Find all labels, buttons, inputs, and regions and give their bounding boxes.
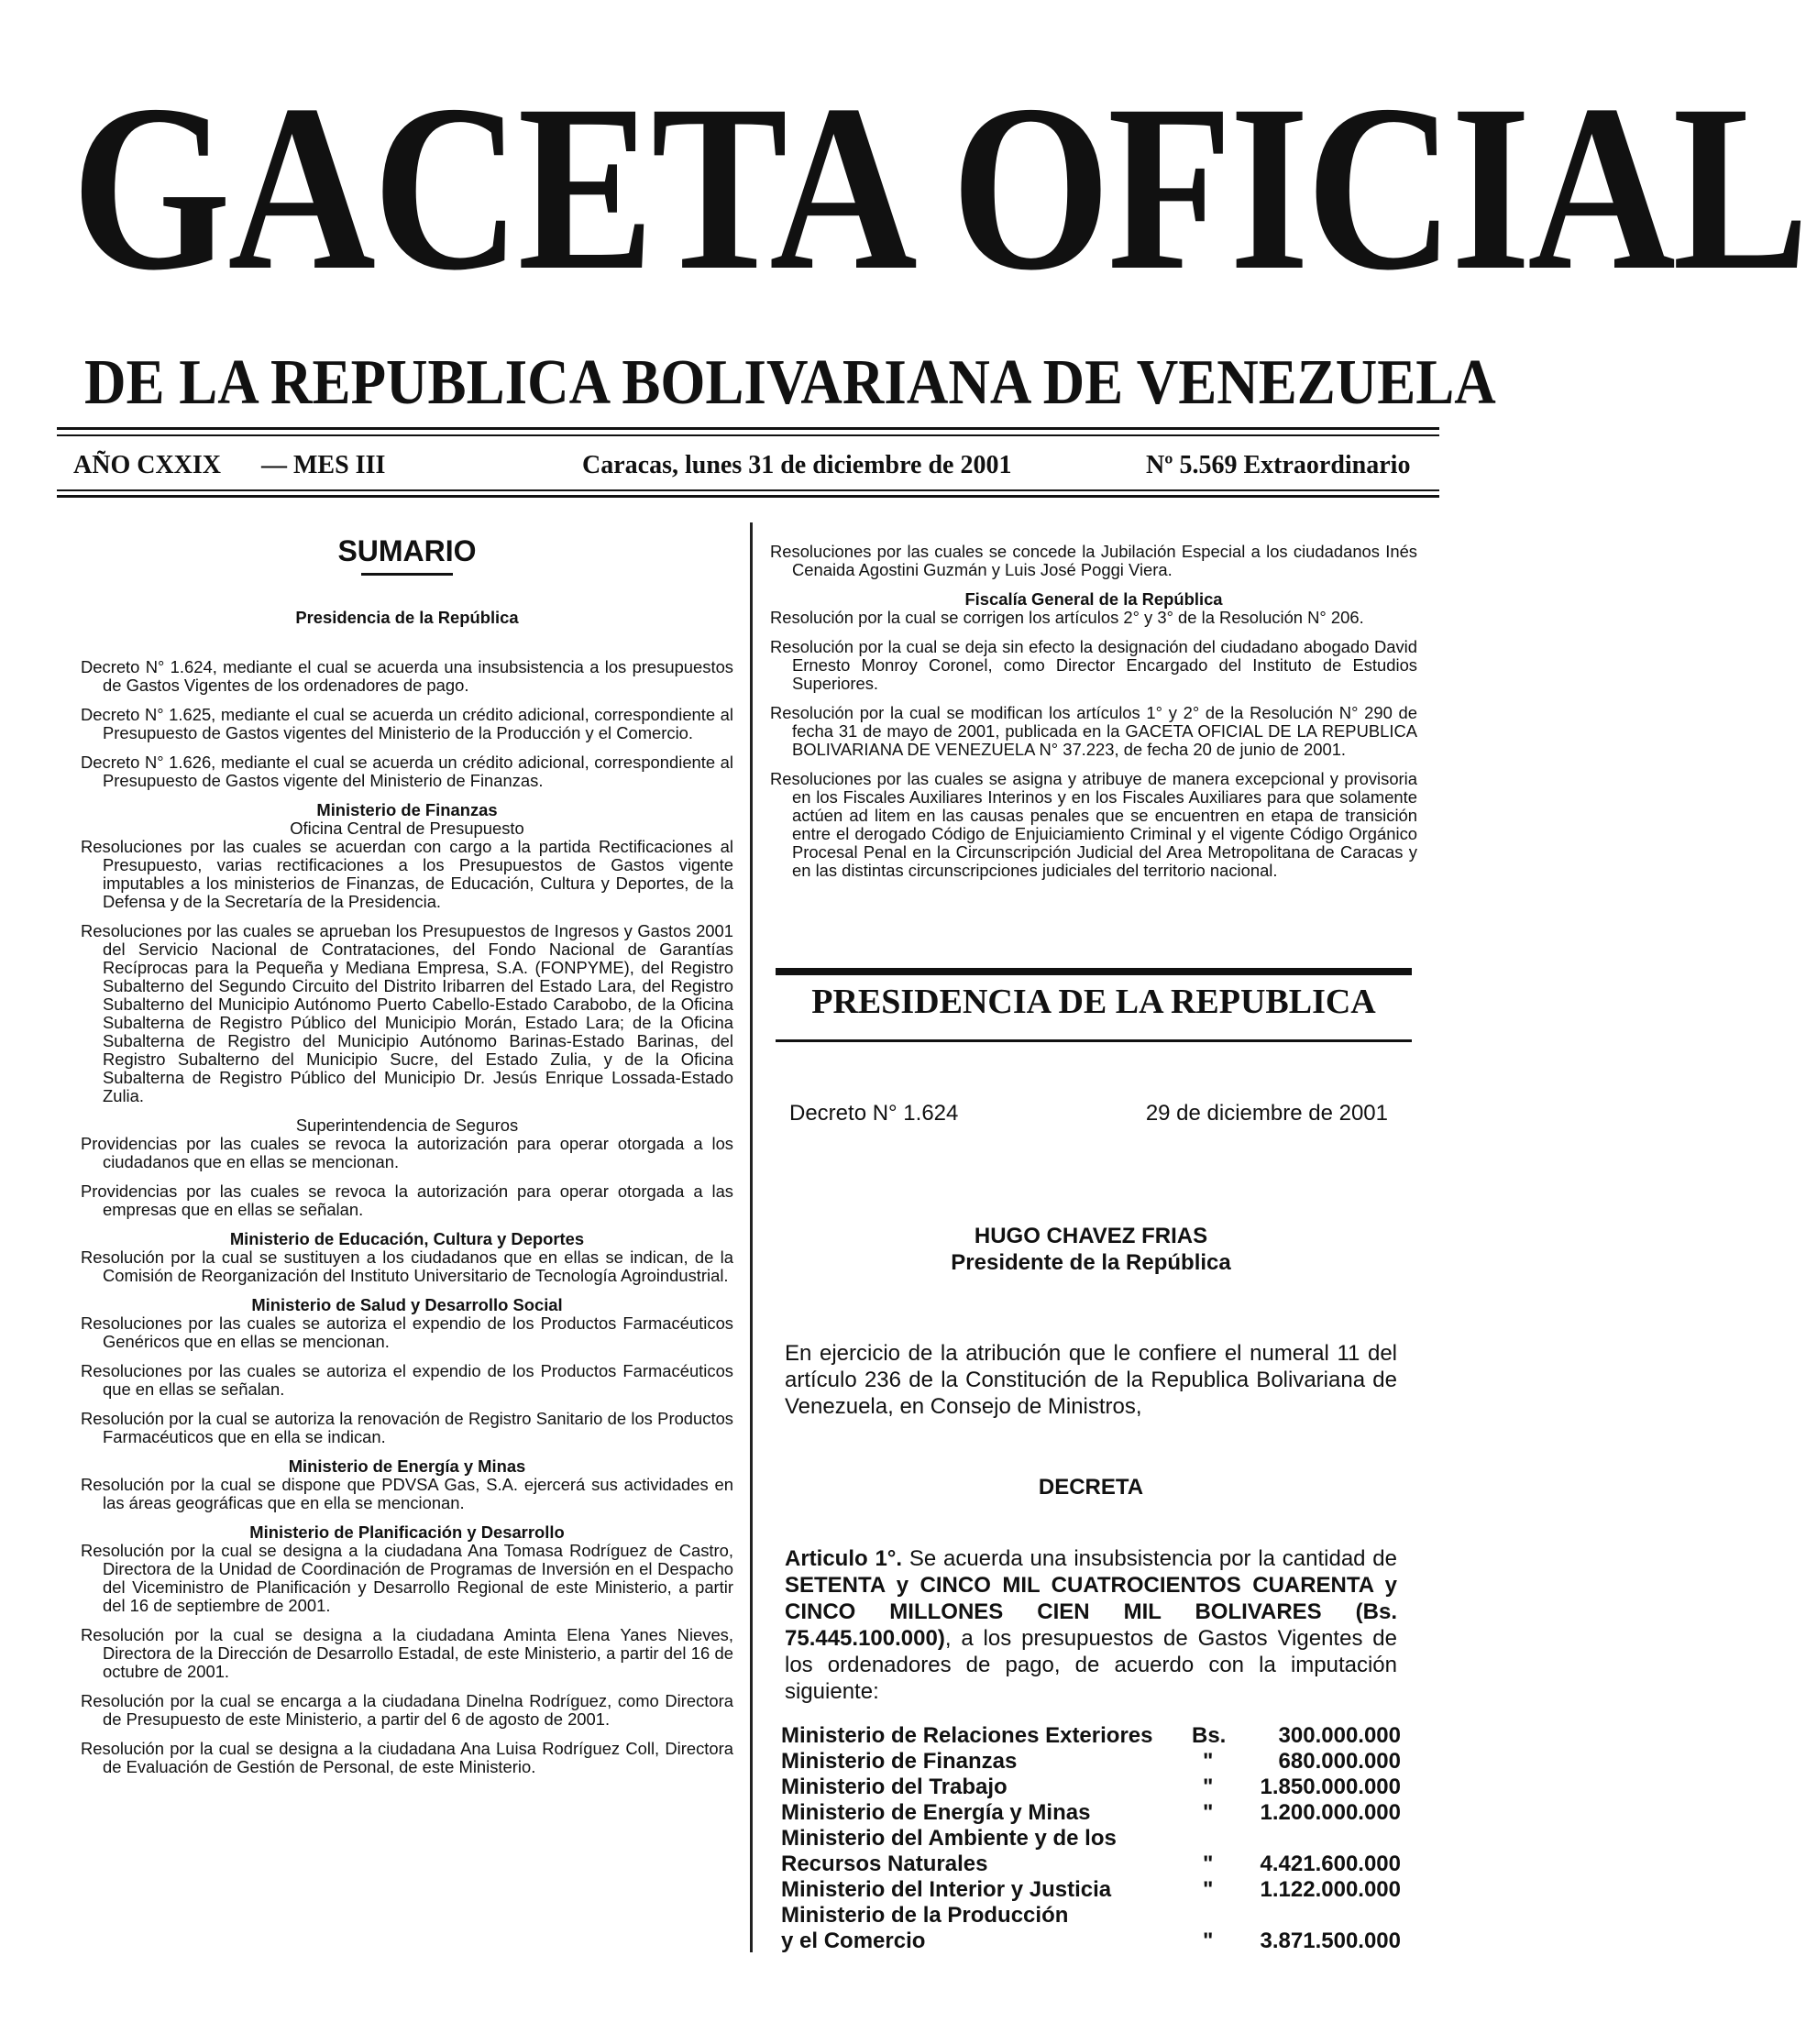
summary-entry: Decreto N° 1.625, mediante el cual se acuerda un crédito adicional, correspondiente al Presupuesto de Gastos vigentes del Ministerio de la Producción y el Comercio. — [81, 705, 733, 742]
decreta-heading: DECRETA — [1038, 1475, 1144, 1500]
masthead-year: AÑO CXXIX — [73, 451, 221, 479]
decree-signer — [785, 1223, 1397, 1276]
sumario-right-column — [770, 543, 1417, 891]
decree-date: 29 de diciembre de 2001 — [1145, 1101, 1388, 1126]
masthead-rule-bottom — [57, 495, 1439, 498]
masthead-info-bar — [73, 445, 1430, 491]
allocation-row — [781, 1929, 1401, 1954]
allocation-row — [781, 1800, 1401, 1826]
masthead-date: Caracas, lunes 31 de diciembre de 2001 — [582, 451, 1012, 479]
presidencia-rule-top — [776, 968, 1412, 975]
allocation-currency: " — [1203, 1877, 1214, 1902]
summary-entry: Resolución por la cual se designa a la ciudadana Ana Tomasa Rodríguez de Castro, Directora de la Unidad de Coordinación de Programas de Inversión en el Despacho del Viceministro de Planificación y Desarrollo Regional de este Ministerio, a partir del 16 de septiembre de 2001. — [81, 1541, 733, 1615]
summary-entry: Resoluciones por las cuales se concede la Jubilación Especial a los ciudadanos Inés Cenaida Agostini Guzmán y Luis José Poggi Viera. — [770, 542, 1417, 579]
allocation-row — [781, 1877, 1401, 1903]
summary-entry: Resoluciones por las cuales se autoriza el expendio de los Productos Farmacéuticos que en ellas se señalan. — [81, 1361, 733, 1399]
section-org: Ministerio de Planificación y Desarrollo — [249, 1522, 565, 1542]
sumario-left-column — [81, 527, 733, 1787]
allocation-amount: 680.000.000 — [1278, 1749, 1401, 1774]
section-org: Ministerio de Finanzas — [316, 800, 498, 819]
section-org: Presidencia de la República — [295, 608, 519, 627]
masthead-subtitle: DE LA REPUBLICA BOLIVARIANA DE VENEZUELA — [84, 347, 1496, 418]
allocation-currency: " — [1203, 1800, 1214, 1825]
article-label: Articulo 1°. — [785, 1546, 903, 1571]
allocation-amount: 3.871.500.000 — [1260, 1929, 1401, 1953]
allocation-row — [781, 1723, 1401, 1749]
summary-entry: Resolución por la cual se corrigen los artículos 2° y 3° de la Resolución N° 206. — [770, 608, 1364, 627]
article-text-2: , a los presupuestos de Gastos Vigentes de los ordenadores de pago, de acuerdo con la imputación siguiente: — [785, 1626, 1397, 1704]
presidencia-title: PRESIDENCIA DE LA REPUBLICA — [811, 983, 1376, 1021]
allocation-currency: " — [1203, 1749, 1214, 1774]
allocation-amount: 4.421.600.000 — [1260, 1852, 1401, 1876]
allocation-amount: 1.200.000.000 — [1260, 1800, 1401, 1825]
allocation-amount: 1.122.000.000 — [1260, 1877, 1401, 1902]
allocation-table — [781, 1723, 1401, 1954]
decree-number: Decreto N° 1.624 — [789, 1101, 959, 1126]
masthead-rule-top — [57, 427, 1439, 430]
allocation-ministry: Ministerio del Interior y Justicia — [781, 1877, 1112, 1902]
presidencia-rule-bottom — [776, 1039, 1412, 1042]
allocation-row — [781, 1775, 1401, 1800]
allocation-ministry: Ministerio del Ambiente y de los — [781, 1826, 1117, 1851]
section-sub-org: Oficina Central de Presupuesto — [290, 819, 524, 838]
allocation-ministry: Ministerio de Energía y Minas — [781, 1800, 1091, 1825]
allocation-row — [781, 1852, 1401, 1877]
summary-entry: Resolución por la cual se designa a la ciudadana Ana Luisa Rodríguez Coll, Directora de Evaluación de Gestión de Personal, de este Ministerio. — [81, 1739, 733, 1776]
summary-entry: Resolución por la cual se sustituyen a los ciudadanos que en ellas se indican, de la Comisión de Reorganización del Instituto Universitario de Tecnología Agroindustrial. — [81, 1247, 733, 1285]
allocation-currency: " — [1203, 1775, 1214, 1799]
decree-header — [785, 1100, 1397, 1129]
summary-entry: Resolución por la cual se autoriza la renovación de Registro Sanitario de los Productos Farmacéuticos que en ella se indican. — [81, 1409, 733, 1446]
masthead-month: — MES III — [261, 451, 386, 479]
section-org: Fiscalía General de la República — [964, 589, 1223, 609]
sumario-title: SUMARIO — [337, 534, 477, 567]
masthead-rule-top-thin — [57, 434, 1439, 436]
summary-entry: Resolución por la cual se deja sin efecto la designación del ciudadano abogado David Ernesto Monroy Coronel, como Director Encargado del Instituto de Estudios Superiores. — [770, 637, 1417, 693]
allocation-currency: Bs. — [1192, 1723, 1227, 1748]
preamble-text: En ejercicio de la atribución que le confiere el numeral 11 del artículo 236 de la Constitución de la Republica Bolivariana de Venezuela, en Consejo de Ministros, — [785, 1341, 1397, 1419]
summary-entry: Decreto N° 1.624, mediante el cual se acuerda una insubsistencia a los presupuestos de Gastos Vigentes de los ordenadores de pago. — [81, 657, 733, 695]
masthead-title: GACETA OFICIAL — [72, 56, 1806, 320]
summary-entry: Resoluciones por las cuales se asigna y atribuye de manera excepcional y provisoria en los Fiscales Auxiliares Interinos y en los Fiscales Auxiliares para que solamente actúen ad litem en las causas penales que se encuentren en etapa de transición entre el derogado Código de Enjuiciamiento Criminal y el vigente Código Orgánico Procesal Penal en la Circunscripción Judicial del Area Metropolitana de Caracas y en las distintas circunscripciones judiciales del territorio nacional. — [770, 769, 1417, 880]
section-org: Ministerio de Energía y Minas — [288, 1456, 526, 1476]
masthead-number: Nº 5.569 Extraordinario — [1146, 451, 1411, 479]
summary-entry: Providencias por las cuales se revoca la autorización para operar otorgada a los ciudadanos que en ellas se mencionan. — [81, 1134, 733, 1171]
allocation-amount: 1.850.000.000 — [1260, 1775, 1401, 1799]
summary-entry: Providencias por las cuales se revoca la autorización para operar otorgada a las empresas que en ellas se señalan. — [81, 1181, 733, 1219]
masthead-rule-bottom-thin — [57, 489, 1439, 491]
allocation-currency: " — [1203, 1929, 1214, 1953]
decree-preamble — [785, 1340, 1397, 1420]
article-text-1: Se acuerda una insubsistencia por la cantidad de — [902, 1546, 1397, 1571]
allocation-ministry: Recursos Naturales — [781, 1852, 988, 1876]
allocation-ministry: Ministerio de Relaciones Exteriores — [781, 1723, 1153, 1748]
allocation-ministry: Ministerio del Trabajo — [781, 1775, 1008, 1799]
allocation-ministry: Ministerio de Finanzas — [781, 1749, 1018, 1774]
article-1 — [785, 1545, 1397, 1705]
summary-entry: Resoluciones por las cuales se autoriza el expendio de los Productos Farmacéuticos Genéricos que en ellas se mencionan. — [81, 1313, 733, 1351]
section-org: Ministerio de Salud y Desarrollo Social — [251, 1295, 563, 1314]
summary-entry: Resoluciones por las cuales se acuerdan con cargo a la partida Rectificaciones al Presupuesto, varias rectificaciones a los Presupuestos de Gastos vigente imputables a los ministerios de Finanzas, de Educación, Cultura y Deportes, de la Defensa y de la Secretaría de la Presidencia. — [81, 837, 733, 911]
summary-entry: Resoluciones por las cuales se aprueban los Presupuestos de Ingresos y Gastos 2001 del Servicio Nacional de Contrataciones, del Fondo Nacional de Garantías Recíprocas para la Pequeña y Mediana Empresa, S.A. (FONPYME), del Registro Subalterno del Segundo Circuito del Distrito Iribarren del Estado Lara, del Registro Subalterno del Municipio Autónomo Puerto Cabello-Estado Carabobo, de la Oficina Subalterna de Registro Público del Municipio Morán, Estado Lara; de la Oficina Subalterna de Registro del Municipio Autónomo Barinas-Estado Barinas, del Registro Subalterno del Municipio Sucre, del Estado Zulia, y de la Oficina Subalterna de Registro Público del Municipio Dr. Jesús Enrique Lossada-Estado Zulia. — [81, 921, 733, 1105]
summary-entry: Resolución por la cual se dispone que PDVSA Gas, S.A. ejercerá sus actividades en las áreas geográficas que en ella se mencionan. — [81, 1475, 733, 1512]
section-org: Ministerio de Educación, Cultura y Deportes — [229, 1229, 585, 1248]
allocation-row — [781, 1749, 1401, 1775]
allocation-row — [781, 1903, 1401, 1929]
allocation-amount: 300.000.000 — [1278, 1723, 1401, 1748]
summary-entry: Resolución por la cual se designa a la ciudadana Aminta Elena Yanes Nieves, Directora de la Dirección de Desarrollo Estadal, de este Ministerio, a partir del 16 de octubre de 2001. — [81, 1625, 733, 1681]
allocation-row — [781, 1826, 1401, 1852]
summary-entry: Decreto N° 1.626, mediante el cual se acuerda un crédito adicional, correspondiente al Presupuesto de Gastos vigente del Ministerio de Finanzas. — [81, 753, 733, 790]
article-amount-words: SETENTA y CINCO MIL CUATROCIENTOS CUARENTA y CINCO MILLONES CIEN MIL BOLIVARES (Bs. 75.445.100.000) — [785, 1573, 1397, 1651]
allocation-ministry: y el Comercio — [781, 1929, 926, 1953]
signer-title: Presidente de la República — [951, 1250, 1231, 1275]
signer-name: HUGO CHAVEZ FRIAS — [974, 1224, 1208, 1248]
sumario-underline — [361, 573, 453, 576]
section-sub-org: Superintendencia de Seguros — [295, 1115, 519, 1135]
allocation-ministry: Ministerio de la Producción — [781, 1903, 1069, 1928]
summary-entry: Resolución por la cual se encarga a la ciudadana Dinelna Rodríguez, como Directora de Presupuesto de este Ministerio, a partir del 6 de agosto de 2001. — [81, 1691, 733, 1729]
allocation-currency: " — [1203, 1852, 1214, 1876]
column-divider — [750, 522, 753, 1952]
summary-entry: Resolución por la cual se modifican los artículos 1° y 2° de la Resolución N° 290 de fecha 31 de mayo de 2001, publicada en la GACETA OFICIAL DE LA REPUBLICA BOLIVARIANA DE VENEZUELA N° 37.223, de fecha 20 de junio de 2001. — [770, 703, 1417, 759]
